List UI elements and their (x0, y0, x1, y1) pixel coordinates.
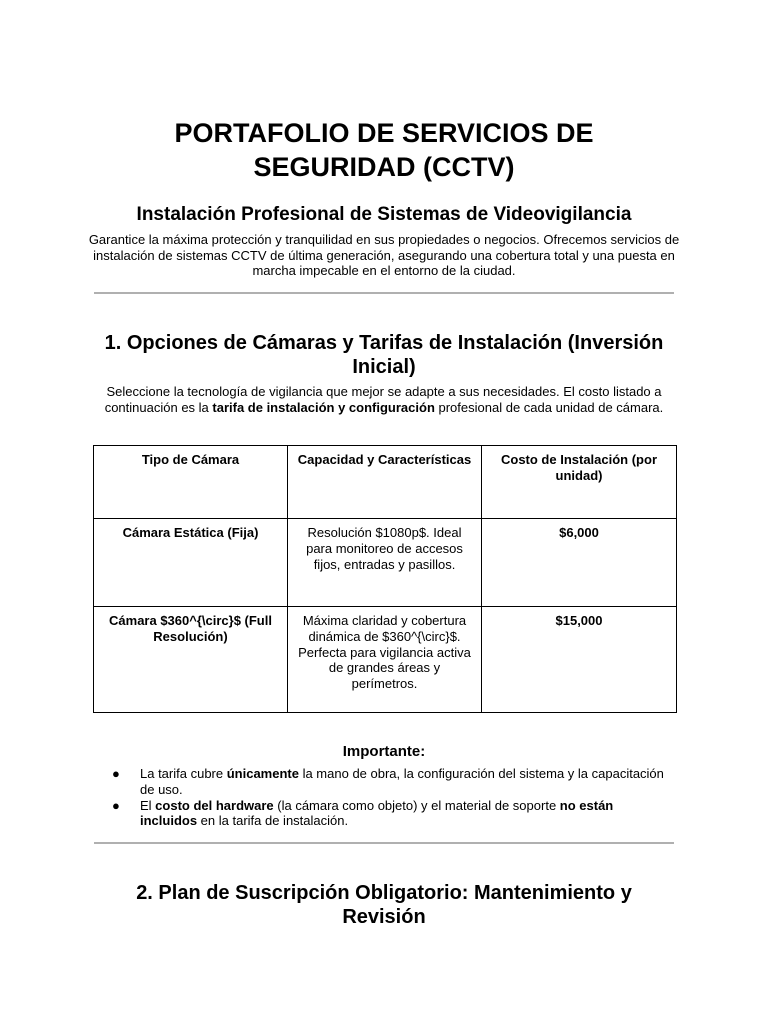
column-header-camera-type: Tipo de Cámara (94, 446, 288, 519)
description-highlight: tarifa de instalación y configuración (212, 399, 435, 415)
camera-type-cell: Cámara $360^{\circ}$ (Full Resolución) (94, 607, 288, 713)
divider (94, 842, 674, 844)
intro-paragraph: Garantice la máxima protección y tranquilidad en sus propiedades o negocios. Ofrecemos servicios de instalación de sistemas CCTV de última generación, asegurando una cobertura total y una puesta en marcha impecable en el entorno de la ciudad. (88, 232, 680, 278)
note-text: La tarifa cubre (140, 766, 227, 781)
section-2-title: 2. Plan de Suscripción Obligatorio: Mantenimiento y Revisión (136, 882, 632, 928)
column-header-features: Capacidad y Características (288, 446, 482, 519)
note-emphasis: no están incluidos (140, 797, 614, 828)
note-text: (la cámara como objeto) y el material de soporte (273, 797, 560, 813)
section-1-description (94, 384, 674, 416)
features-cell: Resolución $1080p$. Ideal para monitoreo de accesos fijos, entradas y pasillos. (288, 519, 482, 607)
list-item (112, 766, 672, 797)
page-title: PORTAFOLIO DE SERVICIOS DE SEGURIDAD (CCTV) (174, 118, 594, 182)
cost-cell: $6,000 (482, 519, 677, 607)
description-text: profesional de cada unidad de cámara. (434, 399, 664, 415)
divider (94, 292, 674, 294)
list-item (112, 798, 672, 829)
note-emphasis: costo del hardware (155, 797, 274, 813)
column-header-cost: Costo de Instalación (por unidad) (482, 446, 677, 519)
section-1-title: 1. Opciones de Cámaras y Tarifas de Instalación (Inversión Inicial) (104, 332, 664, 378)
bullet-icon: ● (112, 797, 120, 813)
table-header-row (94, 446, 677, 519)
important-heading: Importante: (342, 743, 426, 760)
note-text: la mano de obra, la configuración del sistema y la capacitación de uso. (140, 766, 664, 797)
note-emphasis: únicamente (226, 766, 299, 781)
table-row (94, 519, 677, 607)
table-row (94, 607, 677, 713)
note-text: El (140, 797, 156, 813)
important-notes-list (112, 766, 672, 829)
page-subtitle: Instalación Profesional de Sistemas de Videovigilancia (136, 204, 632, 225)
camera-type-cell: Cámara Estática (Fija) (94, 519, 288, 607)
bullet-icon: ● (112, 766, 120, 781)
note-text: en la tarifa de instalación. (197, 813, 349, 828)
description-text: Seleccione la tecnología de vigilancia que mejor se adapte a sus necesidades. El costo listado a continuación es la (104, 384, 662, 415)
pricing-table (93, 445, 677, 713)
features-cell: Máxima claridad y cobertura dinámica de $360^{\circ}$. Perfecta para vigilancia activa de grandes áreas y perímetros. (288, 607, 482, 713)
cost-cell: $15,000 (482, 607, 677, 713)
